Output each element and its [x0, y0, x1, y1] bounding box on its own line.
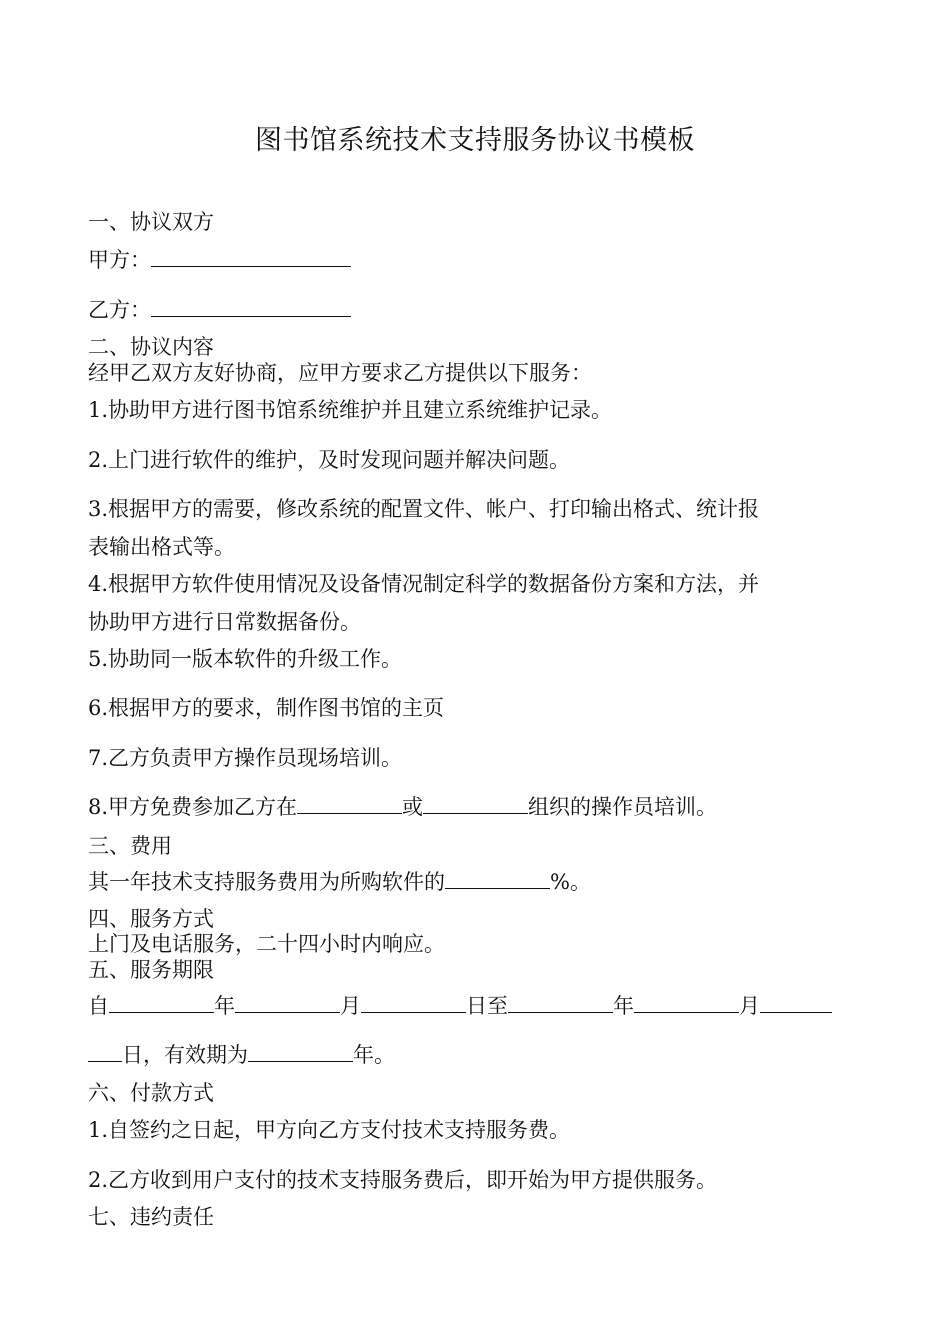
service-item-3-line-1: 3.根据甲方的需要，修改系统的配置文件、帐户、打印输出格式、统计报 — [88, 497, 760, 521]
fee-percent-blank — [445, 887, 550, 889]
service-item-6: 6.根据甲方的要求，制作图书馆的主页 — [88, 696, 445, 720]
service-item-4-line-1: 4.根据甲方软件使用情况及设备情况制定科学的数据备份方案和方法，并 — [88, 572, 760, 596]
period-from-label: 自 — [88, 994, 109, 1018]
section-7-heading: 七、违约责任 — [88, 1205, 214, 1229]
validity-years-blank — [248, 1060, 353, 1062]
fee-line — [88, 872, 591, 893]
start-month-blank — [235, 1011, 340, 1013]
period-to-label: 日至 — [466, 994, 508, 1018]
end-day-blank-part-1 — [760, 1011, 832, 1013]
party-b-blank — [151, 315, 351, 317]
start-month-label: 月 — [340, 994, 361, 1018]
payment-item-1: 1.自签约之日起，甲方向乙方支付技术支持服务费。 — [88, 1118, 571, 1142]
service-item-3-line-2: 表输出格式等。 — [88, 535, 235, 559]
end-year-label: 年 — [613, 994, 634, 1018]
section-4-heading: 四、服务方式 — [88, 907, 214, 931]
end-month-label: 月 — [739, 994, 760, 1018]
training-location-2-blank — [423, 812, 528, 814]
start-year-blank — [109, 1011, 214, 1013]
party-b-line — [88, 300, 351, 321]
service-item-8-text-c: 组织的操作员培训。 — [528, 795, 718, 819]
service-period-line-1 — [88, 996, 832, 1017]
section-1-heading: 一、协议双方 — [88, 210, 214, 234]
service-item-1: 1.协助甲方进行图书馆系统维护并且建立系统维护记录。 — [88, 398, 613, 422]
party-a-blank — [151, 265, 351, 267]
section-6-heading: 六、付款方式 — [88, 1081, 214, 1105]
section-3-heading: 三、费用 — [88, 834, 172, 858]
service-item-7: 7.乙方负责甲方操作员现场培训。 — [88, 746, 403, 770]
document-title: 图书馆系统技术支持服务协议书模板 — [255, 125, 695, 156]
payment-item-2: 2.乙方收到用户支付的技术支持服务费后，即开始为甲方提供服务。 — [88, 1168, 718, 1192]
fee-text-a: 其一年技术支持服务费用为所购软件的 — [88, 870, 445, 894]
start-day-blank — [361, 1011, 466, 1013]
end-year-blank — [508, 1011, 613, 1013]
end-month-blank — [634, 1011, 739, 1013]
start-year-label: 年 — [214, 994, 235, 1018]
section-5-heading: 五、服务期限 — [88, 958, 214, 982]
party-b-label: 乙方： — [88, 298, 151, 322]
service-item-4-line-2: 协助甲方进行日常数据备份。 — [88, 610, 361, 634]
service-item-2: 2.上门进行软件的维护，及时发现问题并解决问题。 — [88, 448, 571, 472]
service-item-8-text-b: 或 — [402, 795, 424, 819]
service-item-5: 5.协助同一版本软件的升级工作。 — [88, 647, 403, 671]
service-period-line-2 — [88, 1045, 395, 1066]
service-item-8 — [88, 797, 717, 818]
section-2-heading: 二、协议内容 — [88, 335, 214, 359]
end-day-blank-part-2 — [88, 1060, 122, 1062]
service-item-8-text-a: 8.甲方免费参加乙方在 — [88, 795, 298, 819]
party-a-line — [88, 250, 351, 271]
party-a-label: 甲方： — [88, 248, 151, 272]
training-location-1-blank — [297, 812, 402, 814]
fee-text-b: %。 — [550, 870, 591, 894]
section-2-intro: 经甲乙双方友好协商，应甲方要求乙方提供以下服务： — [88, 361, 592, 385]
validity-year-label: 年。 — [353, 1043, 395, 1067]
validity-label: 日，有效期为 — [122, 1043, 248, 1067]
service-method-text: 上门及电话服务，二十四小时内响应。 — [88, 932, 445, 956]
